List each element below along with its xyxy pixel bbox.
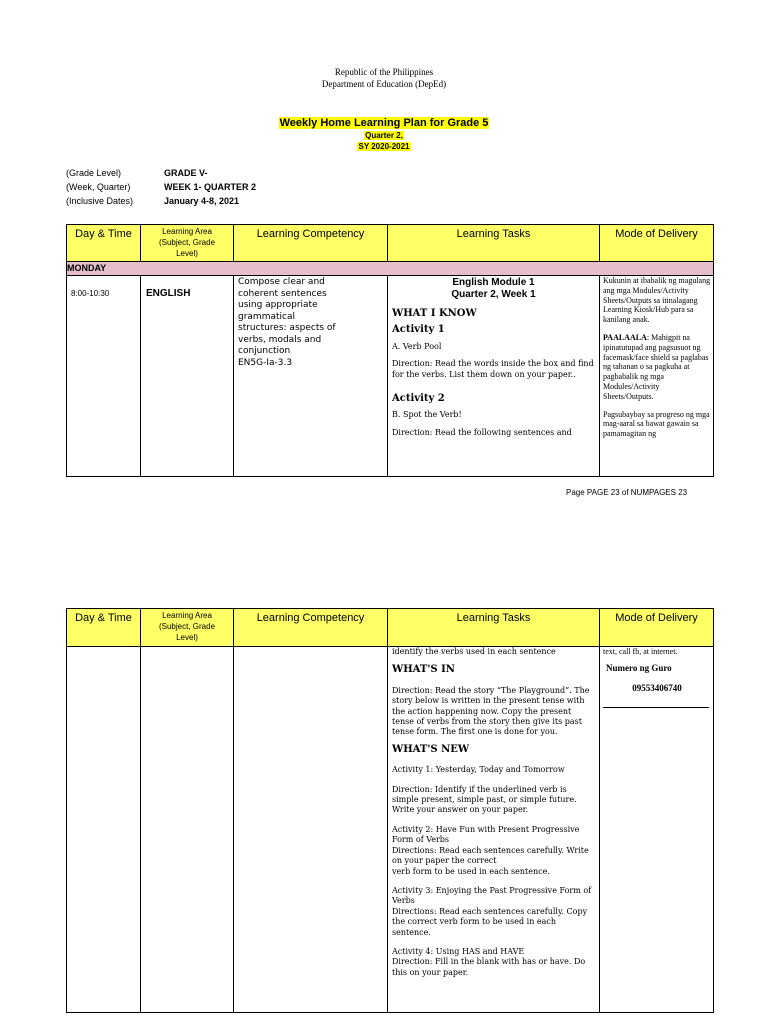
competency-cell (234, 647, 388, 1013)
meta-value: WEEK 1- QUARTER 2 (164, 182, 257, 192)
activity4-title: Activity 4: Using HAS and HAVE (392, 946, 525, 956)
signature-line (603, 707, 709, 708)
meta-key: (Week, Quarter) (66, 182, 131, 192)
col-area-line: Level) (176, 249, 198, 258)
competency-line: structures: aspects of (238, 323, 336, 333)
mode-pickup-text: Kukunin at ibabalik ng magulang ang mga Modules/Activity Sheets/Outputs sa itinalagang Learning Kiosk/Hub para sa kanilang anak. (603, 276, 711, 325)
col-area-line: (Subject, Grade (158, 622, 216, 631)
table-row (67, 276, 714, 477)
continued-text: identify the verbs used in each sentence (392, 647, 556, 656)
day-label: MONDAY (67, 262, 714, 276)
page-footer: Page PAGE 23 of NUMPAGES 23 (566, 488, 688, 497)
mode-cell (600, 276, 714, 477)
mode-paalaala (603, 333, 711, 402)
competency-line: conjunction (238, 346, 291, 356)
mode-cell (600, 647, 714, 1013)
col-day-time: Day & Time (67, 225, 141, 262)
activity1-direction: Direction: Identify if the underlined verb is simple present, simple past, or simple future. Write your answer on your paper. (392, 784, 577, 815)
activity2-direction: Directions: Read each sentences carefully. Write on your paper the correct (392, 845, 589, 866)
meta-value: January 4-8, 2021 (164, 196, 240, 206)
activity2-heading: Activity 2 (392, 393, 445, 405)
teacher-number: 09553406740 (632, 682, 682, 693)
col-area-line: Level) (176, 633, 198, 642)
meta-key: (Inclusive Dates) (66, 196, 134, 206)
activity3-direction: Directions: Read each sentences carefully. Copy the correct verb form to be used in each sentence. (392, 906, 588, 937)
quarter-label (0, 131, 768, 141)
col-day-time: Day & Time (67, 609, 141, 647)
plan-table-page1 (66, 224, 714, 477)
plan-title-text: Weekly Home Learning Plan for Grade 5 (279, 117, 489, 129)
table-header-row (67, 225, 714, 262)
direction2-text: Direction: Read the following sentences and (392, 427, 572, 437)
republic-line: Republic of the Philippines (334, 67, 434, 77)
col-learning-competency: Learning Competency (234, 225, 388, 262)
module-heading (392, 277, 595, 301)
activity1-heading: Activity 1 (392, 324, 445, 336)
activity3-title: Activity 3: Enjoying the Past Progressive Form of Verbs (392, 885, 592, 906)
time-text: 8:00-10:30 (71, 289, 110, 298)
mode-cont-text: text, call fb, at internet. (603, 647, 678, 656)
activity2-title: Activity 2: Have Fun with Present Progressive Form of Verbs (392, 824, 580, 845)
activity2-direction-cont: verb form to be used in each sentence. (392, 866, 550, 876)
table-header-row (67, 609, 714, 647)
meta-key: (Grade Level) (66, 168, 122, 178)
deped-line: Department of Education (DepEd) (321, 79, 447, 89)
verb-pool-label: A. Verb Pool (392, 341, 442, 351)
meta-value: GRADE V- (164, 168, 208, 178)
competency-line: coherent sentences (238, 288, 327, 299)
col-learning-area (141, 225, 234, 262)
whats-in-direction: Direction: Read the story “The Playground”. The story below is written in the present tense with the action happening now. Copy the present tense of verbs from the story then give its past tense form. The first one is done for you. (392, 685, 590, 737)
table-row (67, 647, 714, 1013)
paalaala-text: : Mahigpit na ipinatutupad ang pagsusuot ng facemask/face shield sa paglabas ng tahanan o sa pagkuha at pagbabalik ng mga Modules/Activity Sheets/Outputs. (603, 332, 709, 401)
time-cell (67, 276, 141, 477)
competency-line: grammatical (238, 311, 295, 322)
activity4-direction: Direction: Fill in the blank with has or have. Do this on your paper. (392, 957, 586, 977)
plan-table-page2 (66, 608, 714, 1013)
mode-monitoring-text: Pagsubaybay sa progreso ng mga mag-aaral sa bawat gawain sa pamamagitan ng (603, 409, 710, 439)
module-week: Quarter 2, Week 1 (451, 289, 536, 300)
competency-line: verbs, modals and (238, 334, 322, 345)
col-learning-tasks: Learning Tasks (388, 609, 600, 647)
col-mode-of-delivery: Mode of Delivery (600, 609, 714, 647)
tasks-cell (388, 647, 600, 1013)
competency-cell (234, 276, 388, 477)
activity1-text: Activity 1: Yesterday, Today and Tomorrow (392, 765, 565, 775)
teacher-number-label: Numero ng Guro (606, 662, 672, 673)
col-learning-area (141, 609, 234, 647)
school-year-text: SY 2020-2021 (358, 142, 410, 151)
competency-line: EN5G-Ia-3.3 (238, 357, 293, 368)
col-learning-tasks: Learning Tasks (388, 225, 600, 262)
tasks-cell (388, 276, 600, 477)
day-row-monday (67, 262, 714, 276)
competency-line: using appropriate (238, 300, 318, 310)
direction1-text: Direction: Read the words inside the box and find for the verbs. List them down on your paper.. (392, 359, 594, 379)
col-mode-of-delivery: Mode of Delivery (600, 225, 714, 262)
col-area-line: Learning Area (162, 611, 212, 620)
plan-title (0, 117, 768, 129)
whats-new-heading: WHAT'S NEW (392, 743, 470, 755)
subject-cell (141, 647, 234, 1013)
time-cell (67, 647, 141, 1013)
subject-cell (141, 276, 234, 477)
subject-text: ENGLISH (146, 288, 191, 299)
col-area-line: Learning Area (162, 227, 212, 236)
whats-in-heading: WHAT'S IN (392, 664, 455, 676)
what-i-know-heading: WHAT I KNOW (392, 308, 477, 319)
school-year-label (0, 142, 768, 152)
module-title: English Module 1 (452, 277, 535, 288)
col-learning-competency: Learning Competency (234, 609, 388, 647)
quarter-text: Quarter 2, (365, 131, 403, 140)
col-area-line: (Subject, Grade (158, 238, 216, 247)
paalaala-label: PAALAALA (603, 332, 647, 342)
competency-line: Compose clear and (238, 277, 325, 287)
spot-verb-label: B. Spot the Verb! (392, 410, 462, 420)
